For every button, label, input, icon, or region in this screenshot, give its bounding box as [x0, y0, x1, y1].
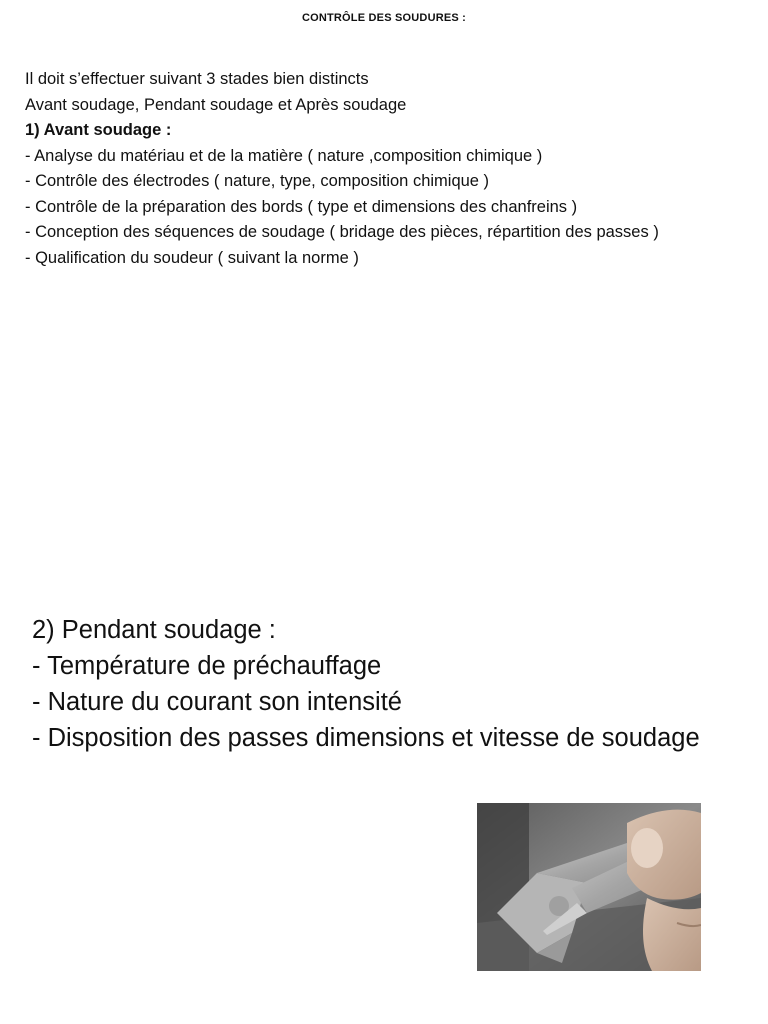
section-1-item: - Qualification du soudeur ( suivant la norme ) [25, 248, 359, 267]
section-during-welding [32, 612, 752, 756]
page-title: CONTRÔLE DES SOUDURES : [301, 12, 467, 24]
section-1-item: - Conception des séquences de soudage ( bridage des pièces, répartition des passes ) [25, 223, 659, 241]
weld-gauge-photo [477, 803, 701, 971]
section-1-item: - Contrôle des électrodes ( nature, type, composition chimique ) [25, 172, 490, 190]
intro-line-1: Il doit s’effectuer suivant 3 stades bien distincts [25, 70, 369, 88]
section-before-welding [25, 67, 725, 271]
weld-gauge-illustration [477, 803, 701, 971]
intro-line-2: Avant soudage, Pendant soudage et Après soudage [25, 95, 407, 114]
section-2-heading: 2) Pendant soudage : [32, 616, 276, 644]
section-1-item: - Contrôle de la préparation des bords ( type et dimensions des chanfreins ) [25, 197, 578, 216]
section-2-item: - Nature du courant son intensité [32, 688, 402, 716]
section-1-heading: 1) Avant soudage : [25, 121, 172, 139]
section-2-item: - Température de préchauffage [32, 652, 382, 680]
section-1-item: - Analyse du matériau et de la matière ( nature ,composition chimique ) [25, 146, 543, 165]
section-2-item: - Disposition des passes dimensions et vitesse de soudage [32, 724, 700, 752]
